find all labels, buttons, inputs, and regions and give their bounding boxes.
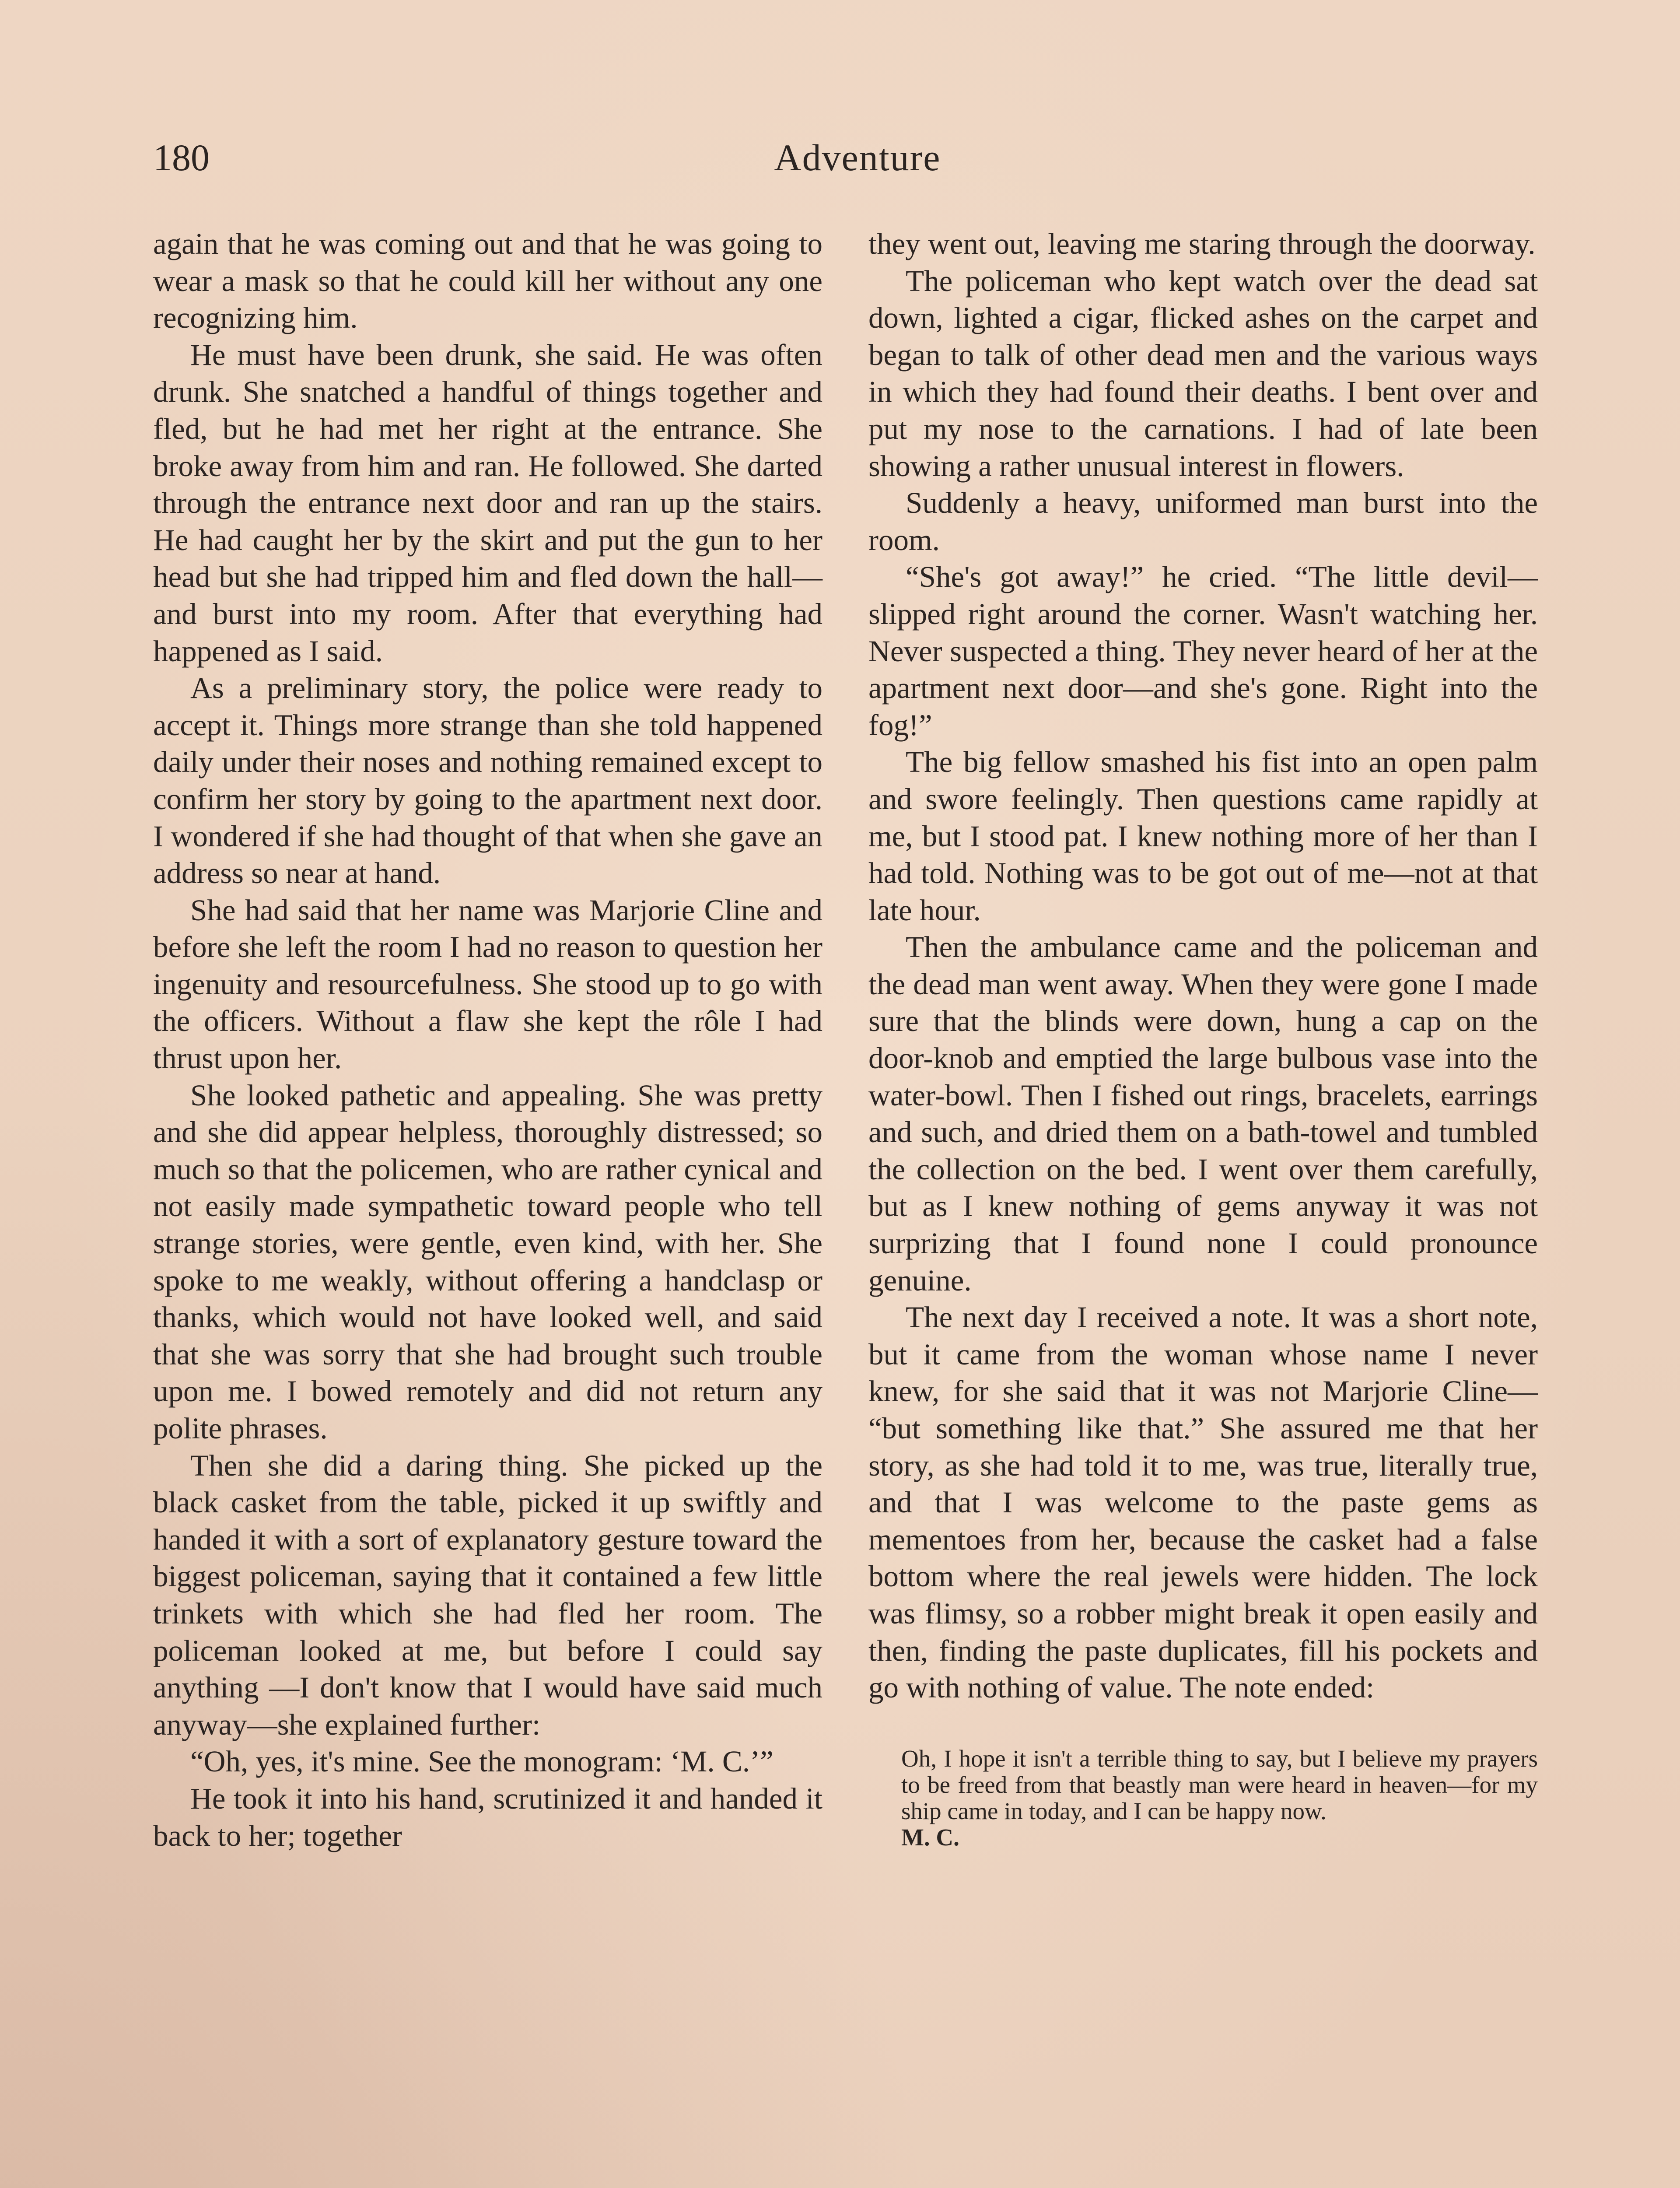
paragraph: Then she did a daring thing. She picked up the black casket from the table, picked it up swiftly and handed it with a sort of explanatory gesture toward the biggest policeman, saying that it contained a few little trinkets with which she had fled her room. The policeman looked at me, but before I could say anything —I don't know that I would have said much anyway—she explained further:: [153, 1448, 822, 1741]
paragraph: “Oh, yes, it's mine. See the monogram: ‘M. C.’”: [190, 1745, 774, 1778]
journal-title: Adventure: [774, 137, 941, 179]
note-signature: M. C.: [901, 1823, 959, 1851]
page-number: 180: [153, 137, 210, 179]
quoted-note: [868, 1746, 1538, 1851]
running-head: [0, 133, 1680, 186]
left-column: [153, 225, 822, 1854]
paragraph: “She's got away!” he cried. “The little devil—slipped right around the corner. Wasn't watching her. Never suspected a thing. They never heard of her at the apartment next door—and she's gone. Right into the fog!”: [868, 560, 1538, 742]
paragraph: they went out, leaving me staring through the doorway.: [868, 227, 1536, 260]
paragraph: The policeman who kept watch over the dead sat down, lighted a cigar, flicked ashes on the carpet and began to talk of other dead men and the various ways in which they had found their deaths. I bent over and put my nose to the carnations. I had of late been showing a rather unusual interest in flowers.: [868, 264, 1538, 483]
paragraph: Then the ambulance came and the policeman and the dead man went away. When they were gone I made sure that the blinds were down, hung a cap on the door-knob and emptied the large bulbous vase into the water-bowl. Then I fished out rings, bracelets, earrings and such, and dried them on a bath-towel and tumbled the collection on the bed. I went over them carefully, but as I knew nothing of gems anyway it was not surprizing that I found none I could pronounce genuine.: [868, 930, 1538, 1297]
paragraph: He must have been drunk, she said. He was often drunk. She snatched a handful of things together and fled, but he had met her right at the entrance. She broke away from him and ran. He followed. She darted through the entrance next door and ran up the stairs. He had caught her by the skirt and put the gun to her head but she had tripped him and fled down the hall—and burst into my room. After that everything had happened as I said.: [153, 338, 822, 668]
right-column: [868, 225, 1538, 1851]
note-text: Oh, I hope it isn't a terrible thing to say, but I believe my prayers to be freed from that beastly man were heard in heaven—for my ship came in today, and I can be happy now.: [901, 1745, 1538, 1824]
paragraph: She had said that her name was Marjorie Cline and before she left the room I had no reason to question her ingenuity and resourcefulness. She stood up to go with the officers. Without a flaw she kept the rôle I had thrust upon her.: [153, 893, 822, 1075]
paragraph: Suddenly a heavy, uniformed man burst into the room.: [868, 486, 1538, 557]
paragraph: The next day I received a note. It was a short note, but it came from the woman whose name I never knew, for she said that it was not Marjorie Cline— “but something like that.” She assured me that her story, as she had told it to me, was true, literally true, and that I was welcome to the paste gems as mementoes from her, because the casket had a false bottom where the real jewels were hidden. The lock was flimsy, so a robber might break it open easily and then, finding the paste duplicates, fill his pockets and go with nothing of value. The note ended:: [868, 1301, 1538, 1704]
paragraph: As a preliminary story, the police were ready to accept it. Things more strange than she told happened daily under their noses and nothing remained except to confirm her story by going to the apartment next door. I wondered if she had thought of that when she gave an address so near at hand.: [153, 671, 822, 890]
paragraph: The big fellow smashed his fist into an open palm and swore feelingly. Then questions came rapidly at me, but I stood pat. I knew nothing more of her than I had told. Nothing was to be got out of me—not at that late hour.: [868, 745, 1538, 927]
paragraph: again that he was coming out and that he was going to wear a mask so that he could kill her without any one recognizing him.: [153, 227, 822, 335]
paragraph: He took it into his hand, scrutinized it and handed it back to her; together: [153, 1781, 822, 1852]
paragraph: She looked pathetic and appealing. She was pretty and she did appear helpless, thoroughly distressed; so much so that the policemen, who are rather cynical and not easily made sympathetic toward people who tell strange stories, were gentle, even kind, with her. She spoke to me weakly, without offering a handclasp or thanks, which would not have looked well, and said that she was sorry that she had brought such trouble upon me. I bowed remotely and did not return any polite phrases.: [153, 1078, 822, 1445]
